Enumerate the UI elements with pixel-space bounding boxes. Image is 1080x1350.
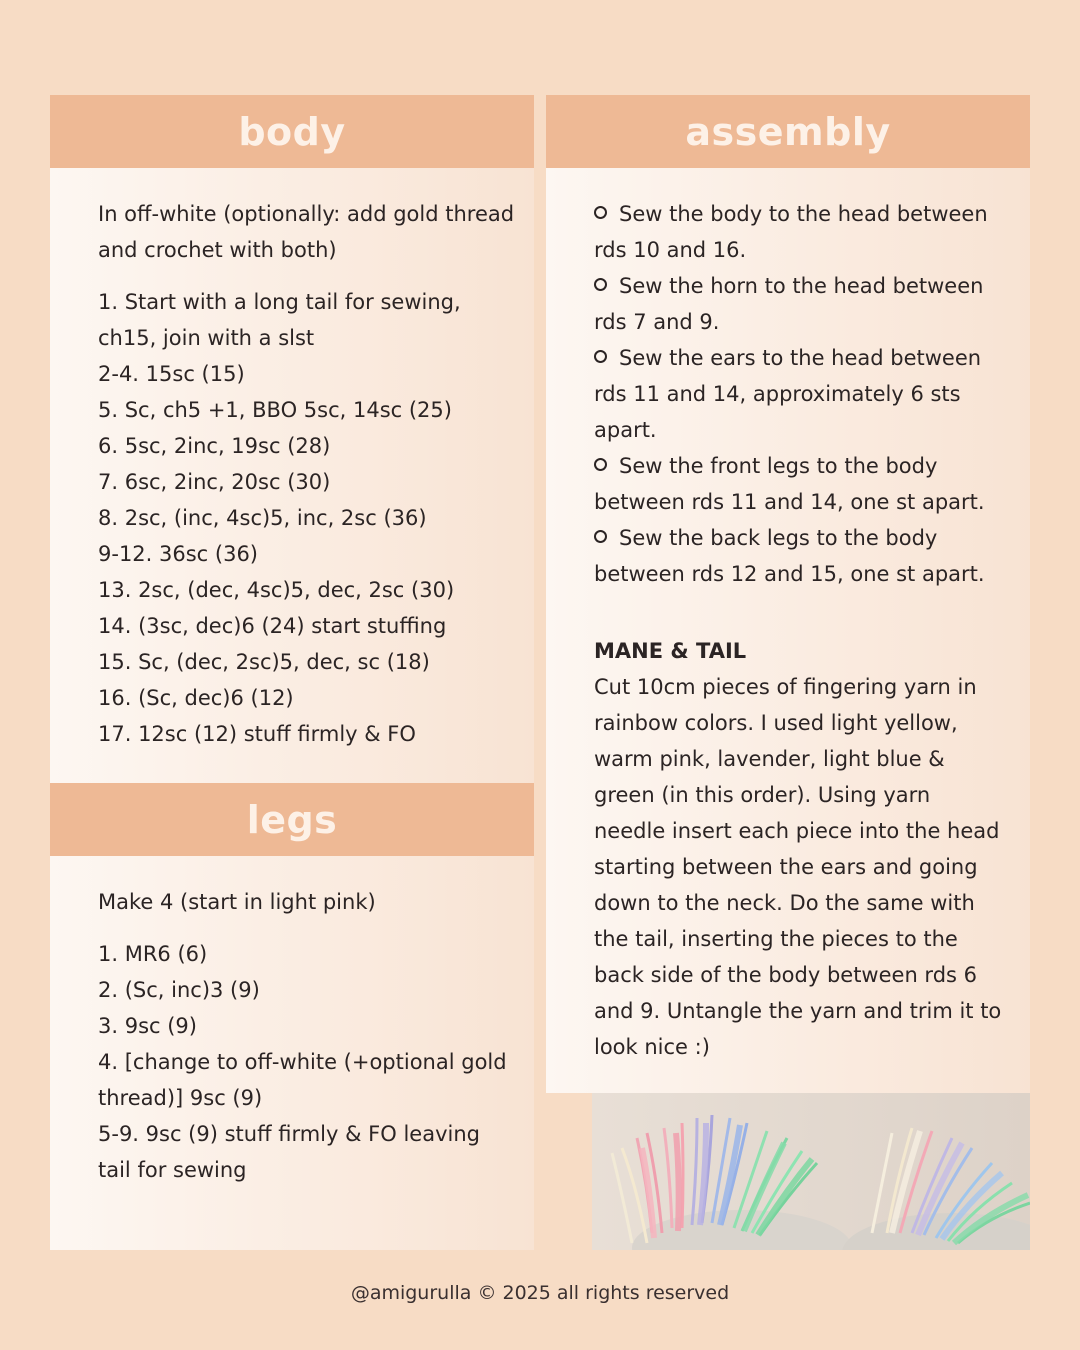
bullet-icon	[594, 350, 607, 363]
body-intro: In off-white (optionally: add gold thread and crochet with both)	[98, 202, 515, 262]
body-round: 15. Sc, (dec, 2sc)5, dec, sc (18)	[98, 650, 430, 674]
legs-round: 1. MR6 (6)	[98, 942, 208, 966]
bullet-icon	[594, 206, 607, 219]
body-round: 6. 5sc, 2inc, 19sc (28)	[98, 434, 331, 458]
body-round: 14. (3sc, dec)6 (24) start stuffing	[98, 614, 447, 638]
bullet-icon	[594, 278, 607, 291]
assembly-title: assembly	[685, 109, 891, 154]
body-title: body	[238, 109, 346, 154]
left-column	[50, 95, 534, 1250]
legs-title: legs	[246, 797, 338, 842]
legs-round: 5-9. 9sc (9) stuff firmly & FO leaving tail for sewing	[98, 1122, 480, 1182]
body-round: 16. (Sc, dec)6 (12)	[98, 686, 294, 710]
assembly-step: Sew the front legs to the body between rds 11 and 14, one st apart.	[594, 454, 985, 514]
body-round: 9-12. 36sc (36)	[98, 542, 259, 566]
body-round: 2-4. 15sc (15)	[98, 362, 245, 386]
mane-tail-instructions	[594, 633, 1004, 1065]
legs-instructions	[98, 884, 518, 1188]
legs-round: 3. 9sc (9)	[98, 1014, 197, 1038]
body-round: 13. 2sc, (dec, 4sc)5, dec, 2sc (30)	[98, 578, 455, 602]
body-header	[50, 95, 534, 168]
assembly-header	[546, 95, 1030, 168]
legs-round: 4. [change to off-white (+optional gold thread)] 9sc (9)	[98, 1050, 507, 1110]
bullet-icon	[594, 458, 607, 471]
body-round: 1. Start with a long tail for sewing, ch15, join with a slst	[98, 290, 461, 350]
body-instructions	[98, 196, 518, 752]
right-column	[546, 95, 1030, 1250]
legs-header	[50, 783, 534, 856]
body-round: 17. 12sc (12) stuff firmly & FO	[98, 722, 416, 746]
body-round: 7. 6sc, 2inc, 20sc (30)	[98, 470, 331, 494]
assembly-step: Sew the back legs to the body between rds 12 and 15, one st apart.	[594, 526, 985, 586]
bullet-icon	[594, 530, 607, 543]
assembly-step: Sew the body to the head between rds 10 and 16.	[594, 202, 988, 262]
legs-round: 2. (Sc, inc)3 (9)	[98, 978, 260, 1002]
mane-tail-text: Cut 10cm pieces of fingering yarn in rainbow colors. I used light yellow, warm pink, lavender, light blue & green (in this order). Using yarn needle insert each piece into the head starting between the ears and going down to the neck. Do the same with the tail, inserting the pieces to the back side of the body between rds 6 and 9. Untangle the yarn and trim it to look nice :)	[594, 675, 1002, 1059]
assembly-step: Sew the horn to the head between rds 7 and 9.	[594, 274, 984, 334]
assembly-step: Sew the ears to the head between rds 11 and 14, approximately 6 sts apart.	[594, 346, 982, 442]
assembly-instructions	[594, 196, 1004, 592]
body-round: 5. Sc, ch5 +1, BBO 5sc, 14sc (25)	[98, 398, 452, 422]
body-round: 8. 2sc, (inc, 4sc)5, inc, 2sc (36)	[98, 506, 427, 530]
mane-tail-heading: MANE & TAIL	[594, 639, 747, 663]
copyright-footer: @amigurulla © 2025 all rights reserved	[350, 1282, 730, 1304]
yarn-mane-photo	[592, 1093, 1030, 1250]
legs-intro: Make 4 (start in light pink)	[98, 890, 376, 914]
